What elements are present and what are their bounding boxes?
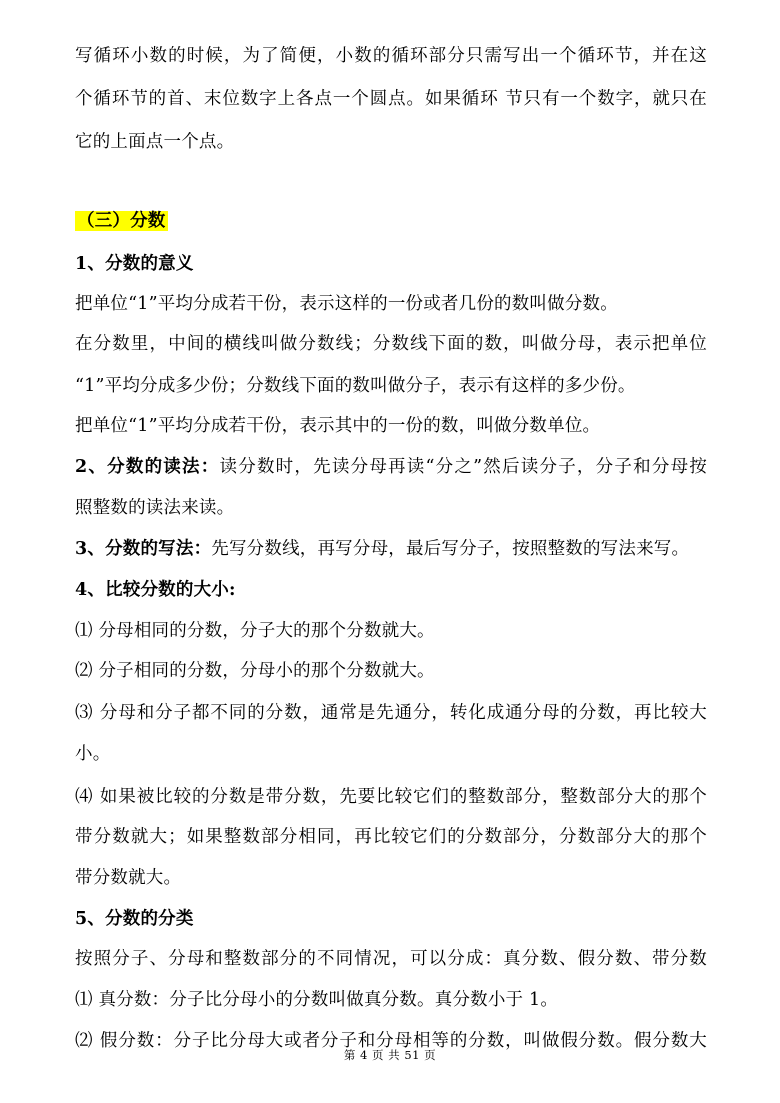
s4-item-3b: 小。 — [75, 744, 111, 764]
s4-item-4c: 带分数就大。 — [75, 868, 182, 888]
s5-paragraph-1: 按照分子、分母和整数部分的不同情况，可以分成：真分数、假分数、带分数 — [75, 949, 707, 969]
s1-paragraph-2b: “1”平均分成多少份；分数线下面的数叫做分子，表示有这样的多少份。 — [75, 376, 636, 396]
s4-heading: 4、比较分数的大小: — [75, 580, 236, 600]
s4-item-2: ⑵ 分子相同的分数，分母小的那个分数就大。 — [75, 661, 435, 681]
s3-line — [75, 535, 689, 563]
s2-line-1 — [75, 453, 707, 481]
section-title-wrapper — [75, 207, 168, 235]
s3-text: 先写分数线，再写分母，最后写分子，按照整数的写法来写。 — [211, 539, 690, 559]
s1-paragraph-2a: 在分数里，中间的横线叫做分数线；分数线下面的数，叫做分母，表示把单位 — [75, 334, 707, 354]
page-footer: 第 4 页 共 51 页 — [343, 1048, 437, 1062]
s5-item-1: ⑴ 真分数：分子比分母小的分数叫做真分数。真分数小于 1。 — [75, 990, 559, 1010]
s5-heading: 5、分数的分类 — [75, 909, 194, 929]
s1-paragraph-3: 把单位“1”平均分成若干份，表示其中的一份的数，叫做分数单位。 — [75, 416, 601, 436]
intro-line-1: 写循环小数的时候，为了简便，小数的循环部分只需写出一个循环节，并在这 — [75, 46, 707, 66]
s2-text-b: 照整数的读法来读。 — [75, 498, 235, 518]
s4-item-4b: 带分数就大；如果整数部分相同，再比较它们的分数部分，分数部分大的那个 — [75, 827, 707, 847]
s3-heading: 3、分数的写法： — [75, 539, 212, 559]
intro-line-3: 它的上面点一个点。 — [75, 132, 235, 152]
s2-text-a: 读分数时，先读分母再读“分之”然后读分子，分子和分母按 — [219, 457, 707, 477]
section-title: （三）分数 — [77, 211, 166, 231]
s2-heading: 2、分数的读法： — [75, 457, 220, 477]
s4-item-4a: ⑷ 如果被比较的分数是带分数，先要比较它们的整数部分，整数部分大的那个 — [75, 787, 707, 807]
s5-item-2: ⑵ 假分数：分子比分母大或者分子和分母相等的分数，叫做假分数。假分数大 — [75, 1031, 707, 1051]
s1-heading: 1、分数的意义 — [75, 254, 194, 274]
intro-line-2: 个循环节的首、末位数字上各点一个圆点。如果循环 节只有一个数字，就只在 — [75, 89, 707, 109]
s4-item-3a: ⑶ 分母和分子都不同的分数，通常是先通分，转化成通分母的分数，再比较大 — [75, 703, 707, 723]
s1-paragraph-1: 把单位“1”平均分成若干份，表示这样的一份或者几份的数叫做分数。 — [75, 294, 618, 314]
s4-item-1: ⑴ 分母相同的分数，分子大的那个分数就大。 — [75, 621, 435, 641]
